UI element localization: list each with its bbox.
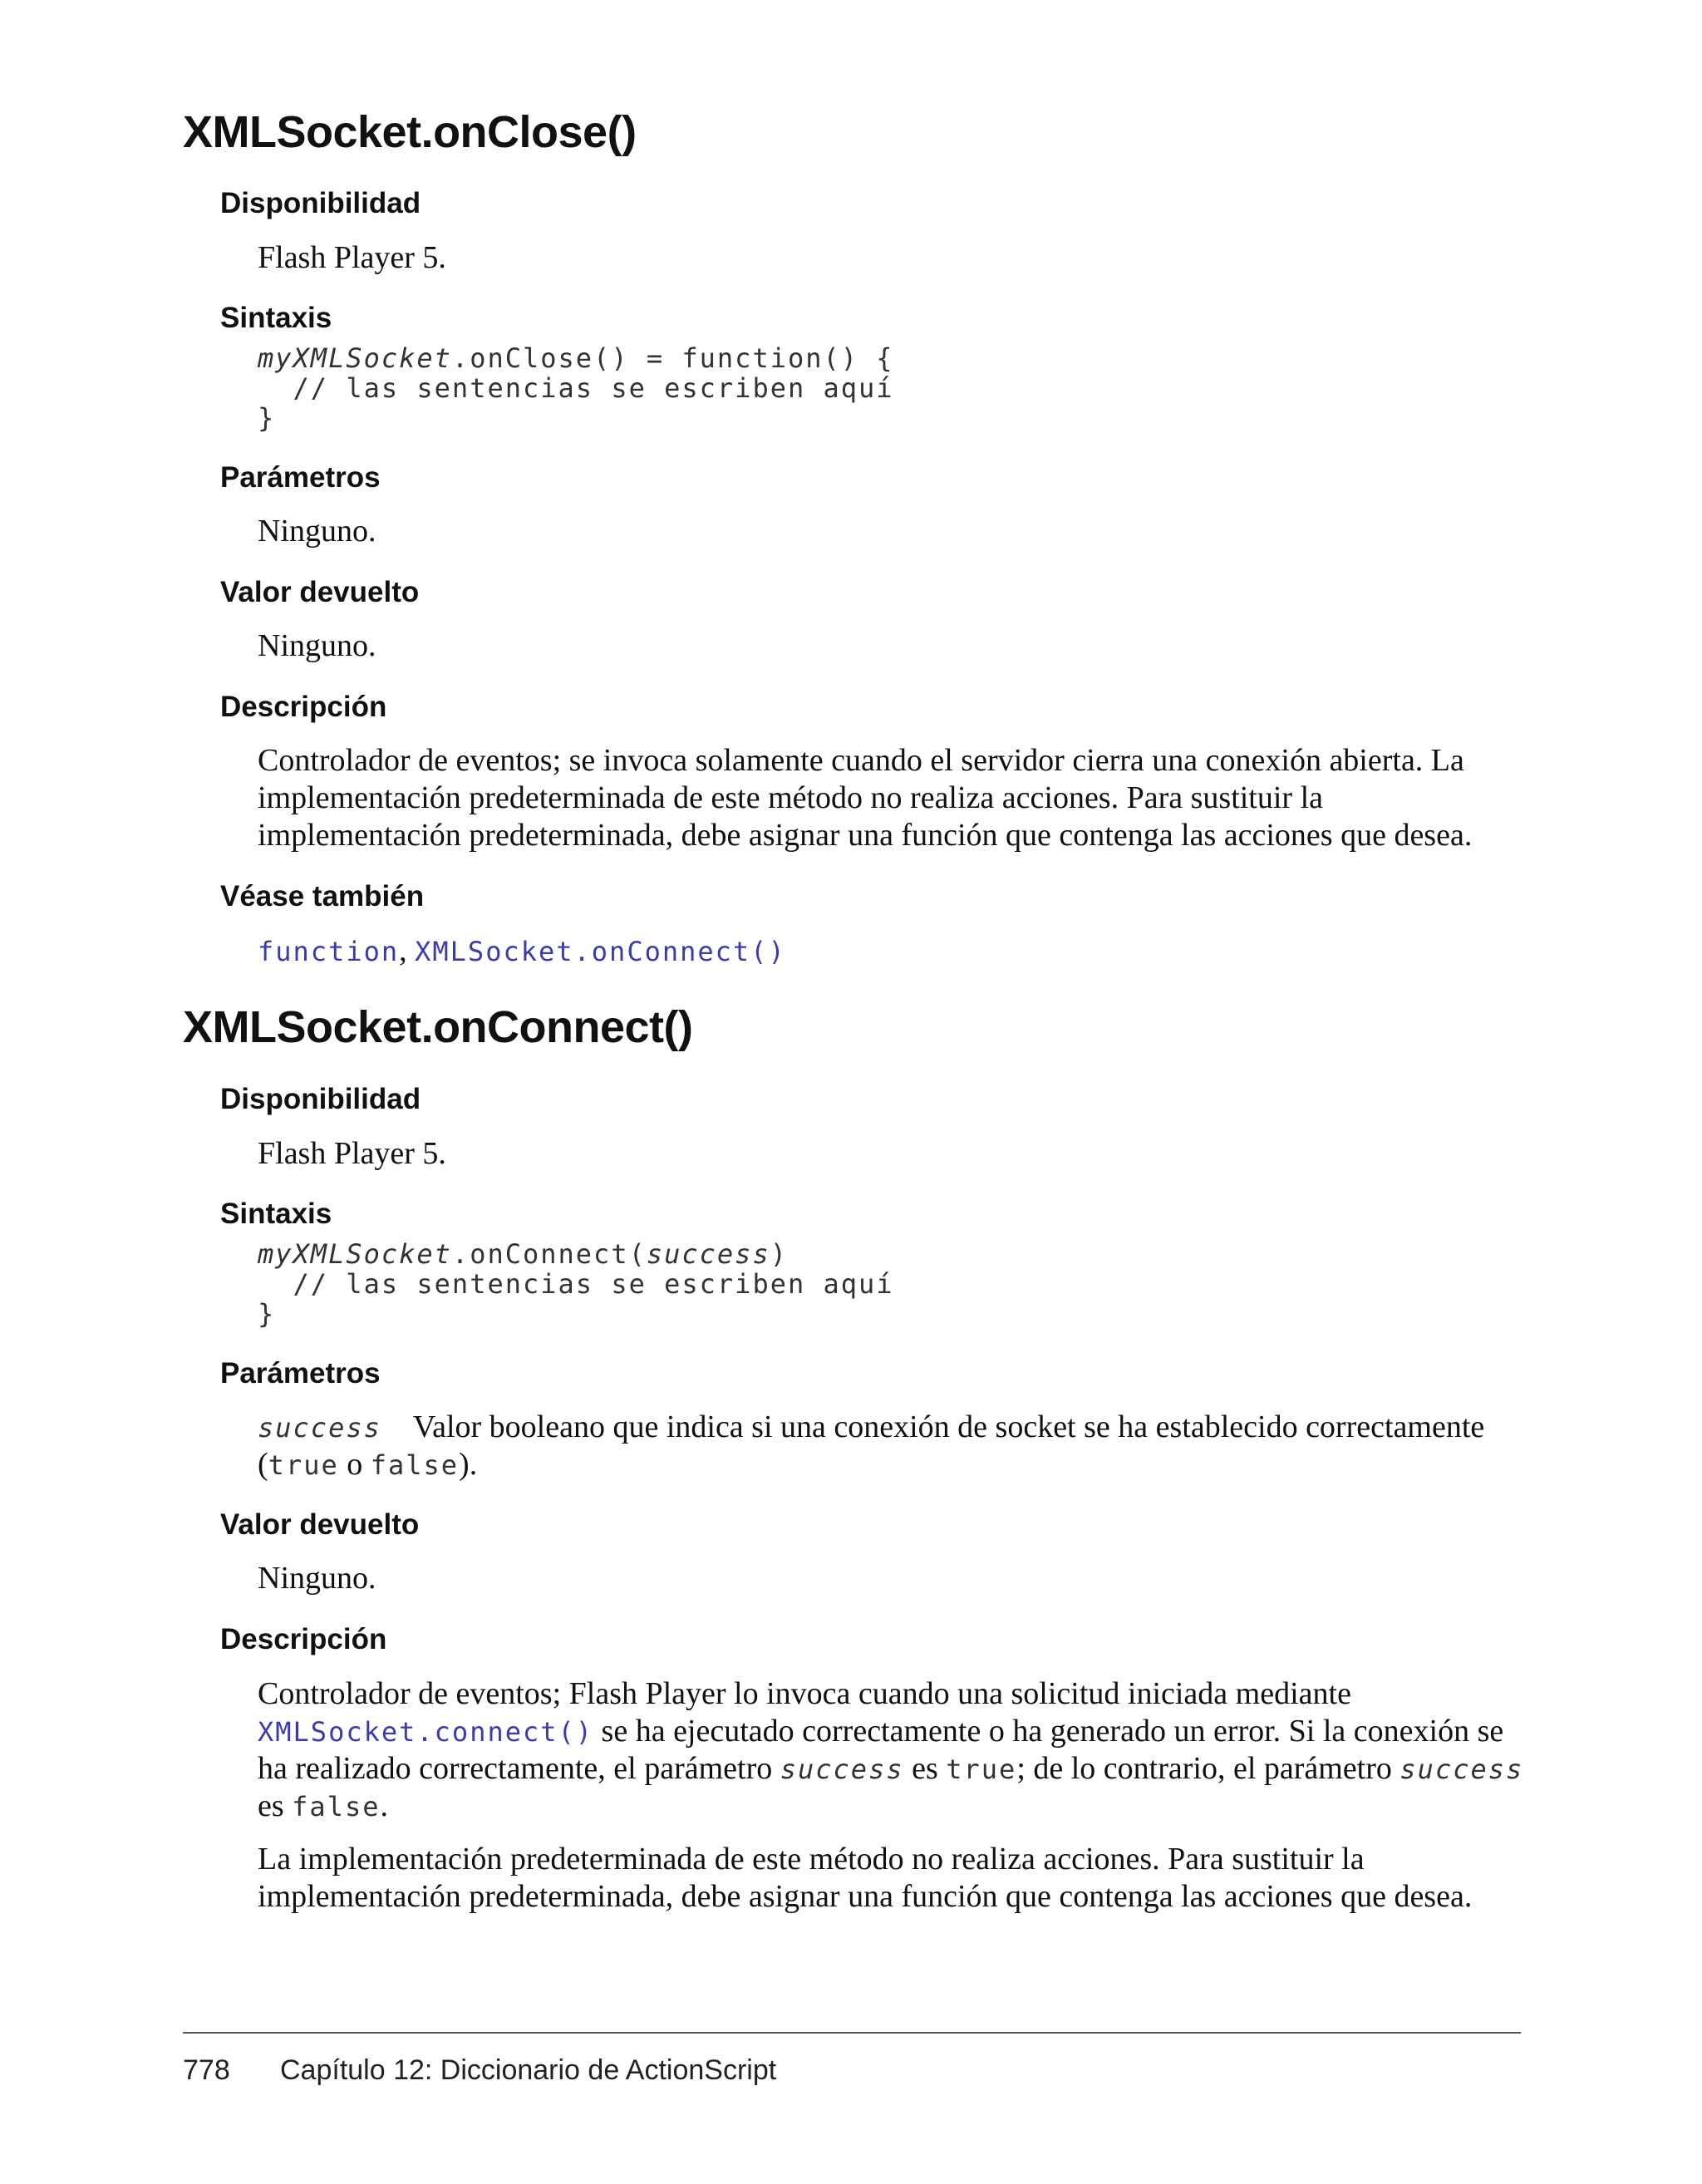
description-text: .	[380, 1788, 388, 1823]
syntax-line3: }	[258, 1298, 276, 1330]
syntax-line2: // las sentencias se escriben aquí	[258, 1268, 894, 1300]
availability-text: Flash Player 5.	[258, 240, 446, 275]
entry-title-onconnect: XMLSocket.onConnect()	[183, 1002, 693, 1052]
parameter-values-line	[258, 1446, 477, 1484]
description-line	[258, 1750, 1523, 1788]
true-value: true	[268, 1449, 339, 1481]
syntax-code-block	[258, 343, 894, 433]
or-word: o	[338, 1447, 371, 1482]
false-value: false	[370, 1449, 460, 1481]
see-also-line	[258, 932, 786, 971]
syntax-param: success	[646, 1238, 770, 1270]
returns-text: Ninguno.	[258, 628, 376, 663]
parameters-heading: Parámetros	[220, 1357, 381, 1390]
footer-rule	[183, 2032, 1521, 2034]
param-ref: success	[780, 1754, 904, 1785]
see-also-separator: ,	[399, 933, 416, 968]
description-line	[258, 1788, 388, 1826]
syntax-heading: Sintaxis	[220, 1198, 332, 1230]
availability-heading: Disponibilidad	[220, 187, 421, 219]
description-line	[258, 1713, 1503, 1751]
syntax-object: myXMLSocket	[258, 1238, 452, 1270]
returns-heading: Valor devuelto	[220, 1508, 420, 1541]
description-line: implementación predeterminada, debe asignar una función que contenga las acciones que desea.	[258, 818, 1473, 853]
page-number: 778	[183, 2054, 230, 2086]
see-also-heading: Véase también	[220, 880, 425, 912]
description-line: Controlador de eventos; Flash Player lo invoca cuando una solicitud iniciada mediante	[258, 1676, 1351, 1711]
syntax-heading: Sintaxis	[220, 302, 332, 334]
open-paren: (	[258, 1447, 268, 1482]
description-text: es	[903, 1751, 947, 1786]
availability-text: Flash Player 5.	[258, 1136, 446, 1171]
param-ref: success	[1399, 1754, 1524, 1785]
description-line: Controlador de eventos; se invoca solamente cuando el servidor cierra una conexión abierta. La	[258, 743, 1464, 778]
description-p2-line: La implementación predeterminada de este método no realiza acciones. Para sustituir la	[258, 1842, 1365, 1877]
entry-title-onclose: XMLSocket.onClose()	[183, 107, 637, 157]
description-text: ; de lo contrario, el parámetro	[1016, 1751, 1400, 1786]
returns-text: Ninguno.	[258, 1561, 376, 1596]
description-text: es	[258, 1788, 293, 1823]
see-also-link-function[interactable]: function	[258, 936, 400, 967]
parameters-heading: Parámetros	[220, 461, 381, 494]
description-text: ha realizado correctamente, el parámetro	[258, 1751, 780, 1786]
returns-heading: Valor devuelto	[220, 576, 420, 608]
syntax-method: .onConnect(	[451, 1238, 647, 1270]
connect-link[interactable]: XMLSocket.connect()	[258, 1716, 594, 1748]
syntax-line2: // las sentencias se escriben aquí	[258, 372, 894, 404]
parameters-text: Ninguno.	[258, 514, 376, 548]
description-heading: Descripción	[220, 691, 387, 723]
description-p2-line: implementación predeterminada, debe asignar una función que contenga las acciones que desea.	[258, 1879, 1473, 1914]
parameter-name: success	[258, 1412, 381, 1444]
close-paren: ).	[459, 1447, 478, 1482]
syntax-object: myXMLSocket	[258, 342, 452, 374]
true-value: true	[946, 1754, 1017, 1785]
parameter-line	[258, 1409, 1484, 1447]
description-heading: Descripción	[220, 1623, 387, 1655]
syntax-line3: }	[258, 402, 276, 434]
see-also-link-onconnect[interactable]: XMLSocket.onConnect()	[415, 936, 786, 967]
syntax-code-block	[258, 1239, 894, 1329]
false-value: false	[292, 1791, 381, 1822]
parameter-description: Valor booleano que indica si una conexión de socket se ha establecido correctamente	[412, 1409, 1485, 1444]
syntax-close-paren: )	[770, 1238, 788, 1270]
syntax-line1: .onClose() = function() {	[451, 342, 894, 374]
description-text: se ha ejecutado correctamente o ha generado un error. Si la conexión se	[593, 1714, 1504, 1749]
chapter-title: Capítulo 12: Diccionario de ActionScript	[280, 2054, 777, 2086]
description-line: implementación predeterminada de este método no realiza acciones. Para sustituir la	[258, 780, 1323, 815]
availability-heading: Disponibilidad	[220, 1083, 421, 1115]
